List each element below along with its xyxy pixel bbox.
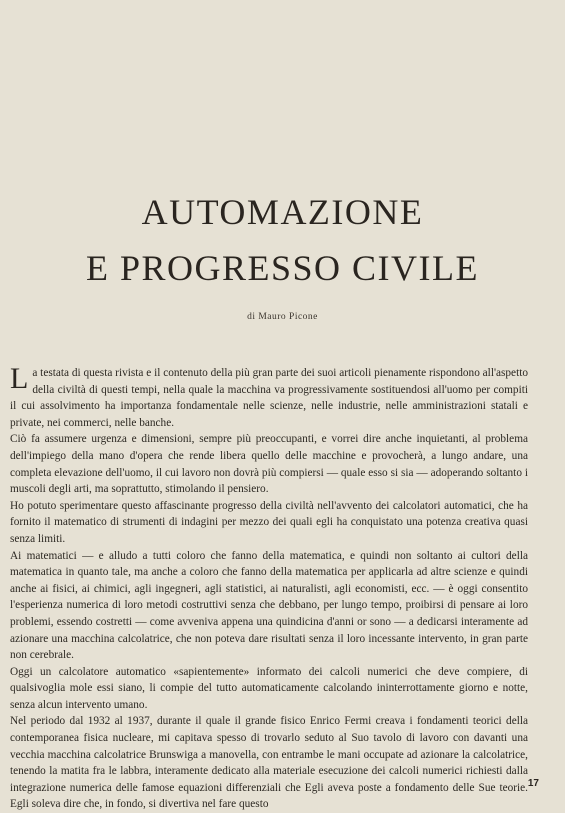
article-title-line-2: E PROGRESSO CIVILE bbox=[85, 248, 480, 288]
drop-cap: L bbox=[10, 362, 29, 395]
paragraph-2: Ciò fa assumere urgenza e dimensioni, sempre più preoccupanti, e vorrei dire anche inquietanti, al problema dell'impiego della mano d'opera che rende libera quello delle macchine e provocherà, a lungo andare, una completa elevazione dell'uomo, il cui lavoro non dovrà più compiersi — quale esso si sia — adoperando soltanto i muscoli degli arti, ma soprattutto, stimolando il pensiero. bbox=[10, 433, 528, 496]
article-body bbox=[10, 362, 528, 813]
page-number: 17 bbox=[527, 778, 539, 789]
paragraph-1 bbox=[10, 362, 528, 431]
article-title-line-1: AUTOMAZIONE bbox=[141, 192, 424, 232]
paragraph-1-text: a testata di questa rivista e il contenuto della più gran parte dei suoi articoli pienamente rispondono all'aspetto della civiltà di questi tempi, nella quale la macchina va progressivamente sostituendosi all'uomo per compiti il cui assolvimento ha importanza fondamentale nelle scienze, nelle industrie, nelle amministrazioni statali e private, nei commerci, nelle banche. bbox=[10, 367, 528, 429]
article-author: di Mauro Picone bbox=[247, 312, 318, 322]
paragraph-4: Ai matematici — e alludo a tutti coloro che fanno della matematica, e quindi non soltanto ai cultori della matematica in quanto tale, ma anche a coloro che fanno della matematica per applicarla ad altre scienze e quindi anche ai fisici, ai chimici, agli ingegneri, agli statistici, ai naturalisti, agli economisti, ecc. — è oggi consentito l'esperienza numerica di loro metodi costruttivi senza che debbano, per lungo tempo, proibirsi di pensare ai loro problemi, essendo costretti — come avveniva appena una quindicina d'anni or sono — a dedicarsi interamente ad azionare una macchina calcolatrice, che non poteva dare risultati senza il loro incessante intervento, in gran parte non cerebrale. bbox=[10, 549, 528, 662]
paragraph-6: Nel periodo dal 1932 al 1937, durante il quale il grande fisico Enrico Fermi creava i fondamenti teorici della contemporanea fisica nucleare, mi capitava spesso di trovarlo seduto al Suo tavolo di lavoro con davanti una vecchia macchina calcolatrice Brunswiga a manovella, con entrambe le mani occupate ad azionare la calcolatrice, tenendo la matita fra le labbra, interamente dedicato alla materiale esecuzione dei calcoli numerici richiesti dalla integrazione numerica delle famose equazioni differenziali che Egli aveva poste a fondamento delle Sue teorie. Egli soleva dire che, in fondo, si divertiva nel fare questo bbox=[10, 715, 528, 811]
paragraph-5: Oggi un calcolatore automatico «sapientemente» informato dei calcoli numerici che deve compiere, di qualsivoglia mole essi siano, li compie del tutto automaticamente calcolando ininterrottamente giorno e notte, senza alcun intervento umano. bbox=[10, 665, 528, 711]
paragraph-3: Ho potuto sperimentare questo affascinante progresso della civiltà nell'avvento dei calcolatori automatici, che ha fornito il matematico di strumenti di indagini per mezzo dei quali egli ha conquistato una potenza creativa quasi senza limiti. bbox=[10, 499, 528, 545]
